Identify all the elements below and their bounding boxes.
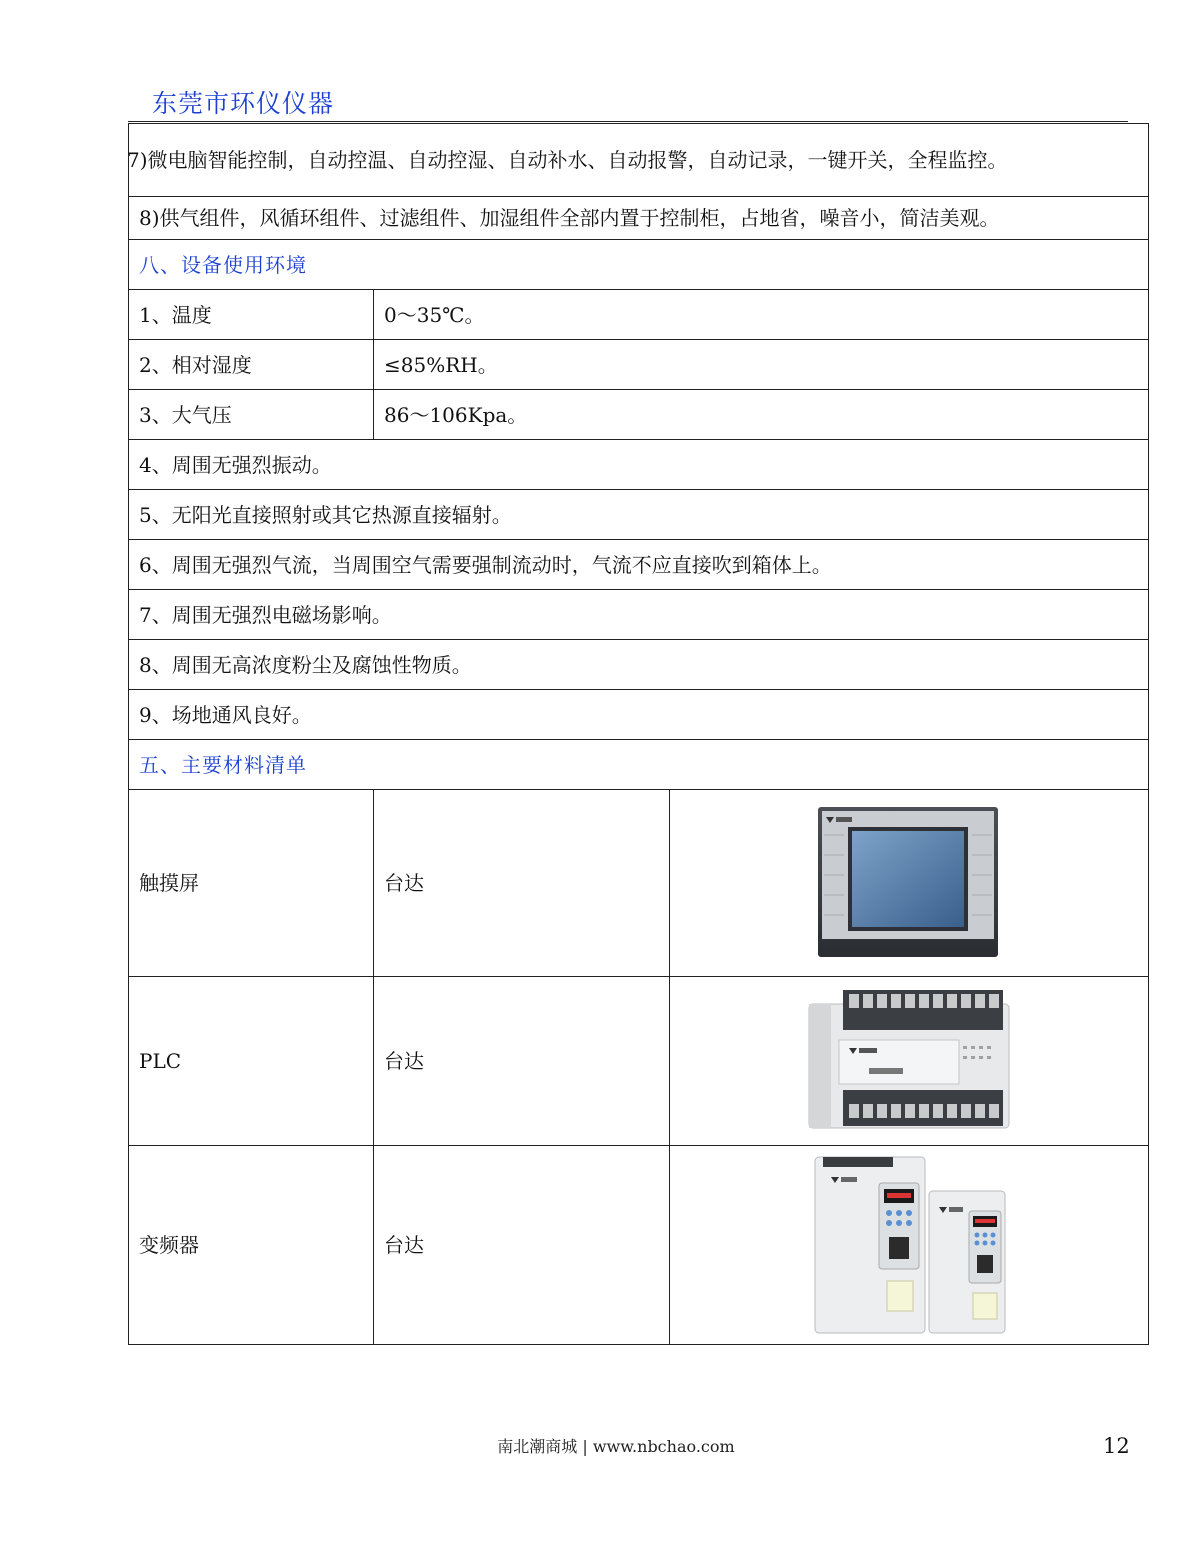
env-label: 2、相对湿度: [129, 340, 374, 390]
env-item: 4、周围无强烈振动。: [129, 440, 1149, 490]
env-item-row: [129, 490, 1149, 540]
material-row: [129, 1146, 1149, 1345]
env-item: 5、无阳光直接照射或其它热源直接辐射。: [129, 490, 1149, 540]
env-item-row: [129, 440, 1149, 490]
section-title-materials: 五、主要材料清单: [129, 740, 1149, 790]
feature-text: 8)供气组件，风循环组件、过滤组件、加湿组件全部内置于控制柜，占地省，噪音小，简洁美观。: [129, 197, 1149, 240]
env-pair-row: [129, 290, 1149, 340]
spec-table: [128, 123, 1149, 1345]
inverter-icon: [670, 1146, 1149, 1345]
env-item-row: [129, 540, 1149, 590]
feature-row: [129, 197, 1149, 240]
material-row: [129, 977, 1149, 1146]
material-brand: 台达: [374, 977, 670, 1146]
env-label: 1、温度: [129, 290, 374, 340]
material-brand: 台达: [374, 790, 670, 977]
env-value: 0～35℃。: [374, 290, 1149, 340]
material-row: [129, 790, 1149, 977]
env-value: 86～106Kpa。: [374, 390, 1149, 440]
env-item-row: [129, 640, 1149, 690]
env-label: 3、大气压: [129, 390, 374, 440]
feature-text: 7)微电脑智能控制，自动控温、自动控湿、自动补水、自动报警，自动记录，一键开关，全程监控。: [129, 124, 1149, 197]
feature-row: [129, 124, 1149, 197]
material-name: 变频器: [129, 1146, 374, 1345]
env-item: 8、周围无高浓度粉尘及腐蚀性物质。: [129, 640, 1149, 690]
section-header-row: [129, 240, 1149, 290]
env-item: 6、周围无强烈气流，当周围空气需要强制流动时，气流不应直接吹到箱体上。: [129, 540, 1149, 590]
env-value: ≤85%RH。: [374, 340, 1149, 390]
section-title-environment: 八、设备使用环境: [129, 240, 1149, 290]
env-item: 9、场地通风良好。: [129, 690, 1149, 740]
company-name: 东莞市环仪仪器: [152, 89, 335, 118]
env-item-row: [129, 590, 1149, 640]
material-brand: 台达: [374, 1146, 670, 1345]
header-rule: [128, 121, 1128, 122]
material-name: PLC: [129, 977, 374, 1146]
page-number: 12: [1103, 1434, 1130, 1458]
section-header-row: [129, 740, 1149, 790]
env-pair-row: [129, 340, 1149, 390]
footer-text: 南北潮商城 | www.nbchao.com: [497, 1437, 735, 1456]
env-item-row: [129, 690, 1149, 740]
plc-icon: [670, 977, 1149, 1146]
touchscreen-icon: [670, 790, 1149, 977]
material-name: 触摸屏: [129, 790, 374, 977]
env-item: 7、周围无强烈电磁场影响。: [129, 590, 1149, 640]
env-pair-row: [129, 390, 1149, 440]
